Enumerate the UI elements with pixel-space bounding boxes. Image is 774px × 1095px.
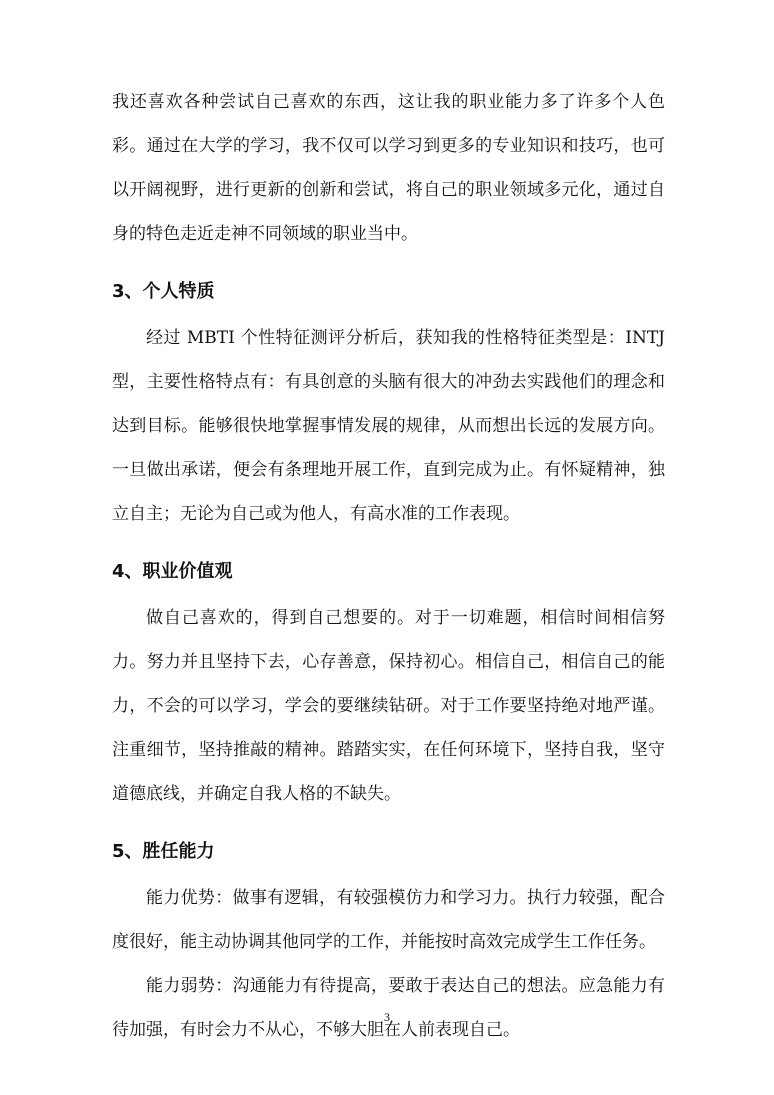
- page-number: 3: [384, 1010, 390, 1024]
- paragraph-strengths: 能力优势：做事有逻辑，有较强模仿力和学习力。执行力较强，配合度很好，能主动协调其他同学的工作，并能按时高效完成学生工作任务。: [112, 888, 665, 952]
- heading-competency: 5、胜任能力: [112, 841, 215, 862]
- paragraph-personal-traits: 经过 MBTI 个性特征测评分析后，获知我的性格特征类型是：INTJ 型，主要性格特点有：有具创意的头脑有很大的冲劲去实践他们的理念和达到目标。能够很快地掌握事情发展的规律，从而想出长远的发展方向。一旦做出承诺，便会有条理地开展工作，直到完成为止。有怀疑精神，独立自主；无论为自己或为他人，有高水准的工作表现。: [112, 328, 665, 524]
- paragraph-career-values: 做自己喜欢的，得到自己想要的。对于一切难题，相信时间相信努力。努力并且坚持下去，心存善意，保持初心。相信自己，相信自己的能力，不会的可以学习，学会的要继续钻研。对于工作要坚持绝对地严谨。注重细节，坚持推敲的精神。踏踏实实，在任何环境下，坚持自我，坚守道德底线，并确定自我人格的不缺失。: [112, 608, 665, 804]
- paragraph-weaknesses: 能力弱势：沟通能力有待提高，要敢于表达自己的想法。应急能力有待加强，有时会力不从心，不够大胆在人前表现自己。: [112, 976, 665, 1040]
- paragraph-interests: 我还喜欢各种尝试自己喜欢的东西，这让我的职业能力多了许多个人色彩。通过在大学的学习，我不仅可以学习到更多的专业知识和技巧，也可以开阔视野，进行更新的创新和尝试，将自己的职业领域多元化，通过自身的特色走近走神不同领域的职业当中。: [112, 92, 665, 244]
- heading-career-values: 4、职业价值观: [112, 561, 233, 582]
- document-page: [112, 80, 665, 1052]
- heading-personal-traits: 3、个人特质: [112, 281, 215, 302]
